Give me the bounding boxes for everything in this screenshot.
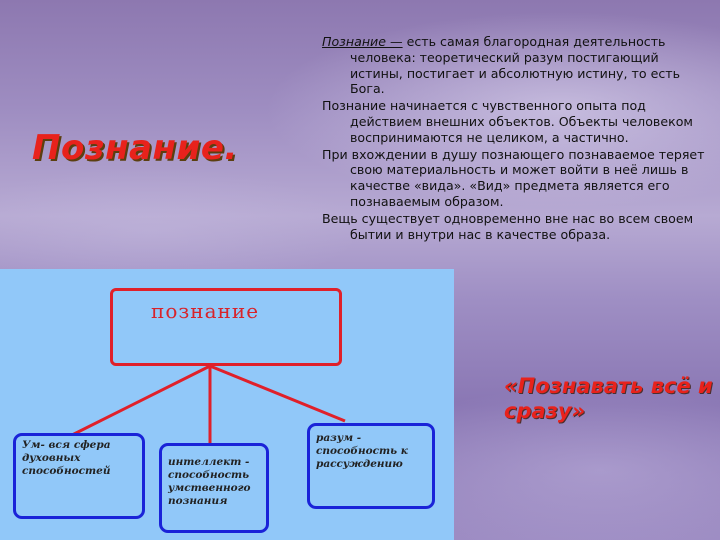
connector-line: [72, 366, 210, 435]
paragraph-text: Познание начинается с чувственного опыта под действием внешних объектов. Объекты человеком воспринимаются не целиком, а частично.: [322, 98, 693, 145]
node-label: Ум- вся сфера духовных способностей: [22, 439, 111, 477]
node-intellect: [159, 443, 269, 533]
diagram-panel: [0, 269, 454, 540]
quote: «Познавать всё и сразу»: [504, 374, 713, 423]
slide-title: Познание.: [32, 128, 238, 168]
paragraph-text: Вещь существует одновременно вне нас во всем своем бытии и внутри нас в качестве образа.: [322, 210, 694, 242]
lead-word: Познание —: [322, 34, 403, 49]
root-node-label: познание: [151, 299, 260, 323]
paragraph: [322, 98, 714, 145]
paragraph: [322, 211, 714, 243]
paragraph-text: При вхождении в душу познающего познаваемое теряет свою материальность и может войти в неё лишь в качестве «вида». «Вид» предмета является его познаваемым образом.: [322, 146, 705, 209]
paragraph: [322, 147, 714, 210]
paragraph-text: есть самая благородная деятельность человека: теоретический разум постигающий истины, постигает и абсолютную истину, то есть Бога.: [350, 34, 680, 97]
root-node: [110, 288, 342, 366]
node-label: разум - способность к рассуждению: [316, 432, 408, 470]
node-label: интеллект - способность умственного познания: [168, 456, 251, 507]
paragraph: [322, 34, 714, 97]
node-mind: [13, 433, 145, 519]
node-reason: [307, 423, 435, 509]
connector-line: [210, 366, 345, 421]
body-text: [322, 34, 714, 243]
